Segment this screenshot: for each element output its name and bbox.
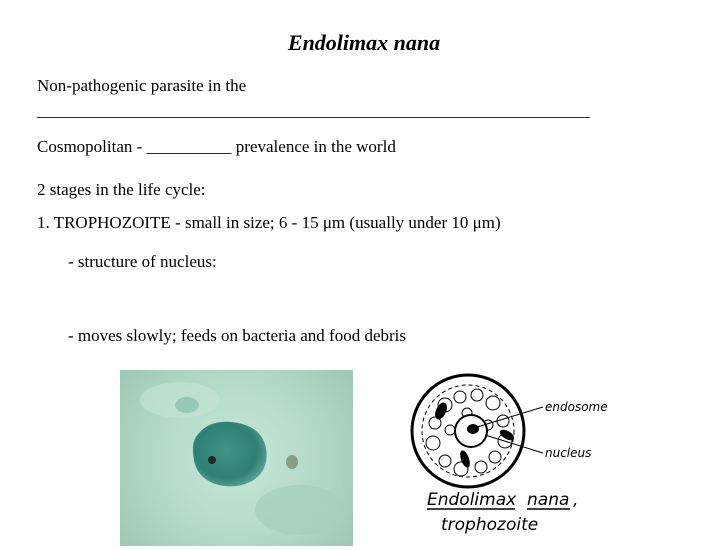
micrograph-image xyxy=(120,370,353,546)
micrograph-svg xyxy=(120,370,353,546)
text-line-movement: - moves slowly; feeds on bacteria and food debris xyxy=(68,326,407,345)
bacterium xyxy=(458,449,472,469)
caption-stage: trophozoite xyxy=(441,515,539,535)
caption-species: nana xyxy=(527,490,570,510)
caption-genus: Endolimax xyxy=(427,490,517,510)
trophozoite-diagram xyxy=(405,365,665,545)
background-blotch xyxy=(255,485,345,535)
text-line-life-cycle: 2 stages in the life cycle: xyxy=(37,180,206,199)
text-line-trophozoite: 1. TROPHOZOITE - small in size; 6 - 15 μm (usually under 10 μm) xyxy=(37,213,501,232)
text-line-pathogenicity: Non-pathogenic parasite in the xyxy=(37,76,247,95)
caption-comma: , xyxy=(573,490,579,510)
endosome-pointer xyxy=(477,407,543,427)
cell-nucleus xyxy=(208,456,216,464)
fill-in-blank-line: _________________________________________________________________ xyxy=(37,101,590,120)
diagram-svg xyxy=(405,365,665,545)
text-line-prevalence: Cosmopolitan - __________ prevalence in the world xyxy=(37,137,396,156)
background-speck xyxy=(175,397,199,413)
trophozoite-cell xyxy=(193,422,267,487)
bacterium xyxy=(433,401,450,422)
text-line-nucleus-structure: - structure of nucleus: xyxy=(68,252,217,271)
endosome xyxy=(467,424,479,434)
page-title: Endolimax nana xyxy=(287,30,441,55)
nucleus-label: nucleus xyxy=(545,446,592,460)
debris-particle xyxy=(286,455,298,469)
endosome-label: endosome xyxy=(545,400,608,414)
